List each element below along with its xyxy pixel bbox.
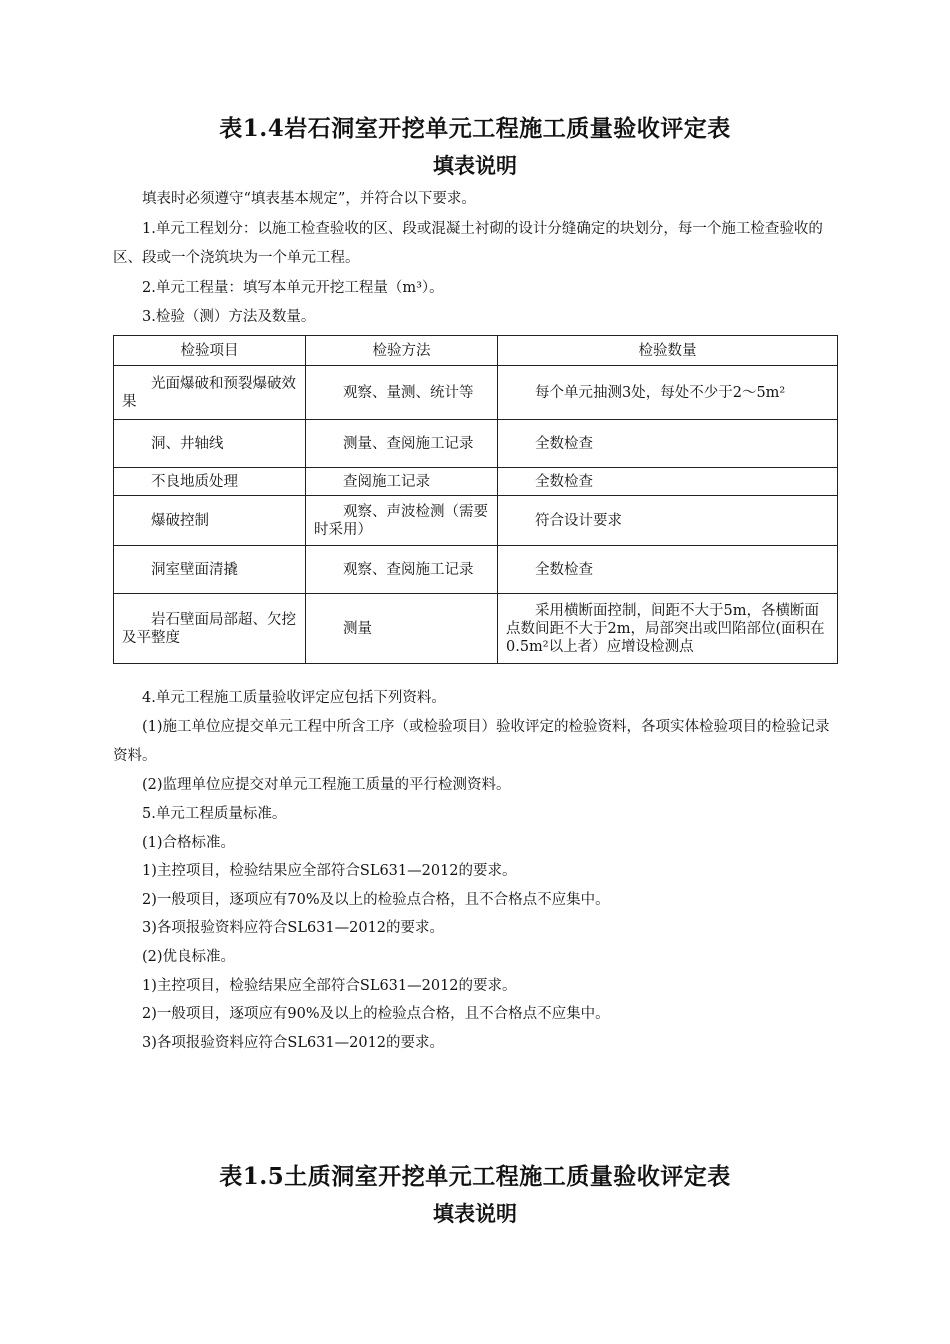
table-cell-item: 光面爆破和预裂爆破效果 — [114, 366, 306, 420]
inspection-table — [113, 335, 838, 664]
table-cell-quantity: 采用横断面控制，间距不大于5m，各横断面点数间距不大于2m，局部突出或凹陷部位(面积在0.5m²以上者）应增设检测点 — [498, 594, 838, 664]
table-header-row — [114, 336, 838, 366]
section1-item5-2-2: 2)一般项目，逐项应有90%及以上的检验点合格，且不合格点不应集中。 — [142, 1006, 610, 1022]
section1-item3: 3.检验（测）方法及数量。 — [142, 309, 316, 325]
section1-item4-2: (2)监理单位应提交对单元工程施工质量的平行检测资料。 — [142, 777, 511, 793]
table-header-cell: 检验方法 — [306, 336, 498, 366]
table-cell-quantity: 全数检查 — [498, 468, 838, 496]
table-cell-method: 观察、量测、统计等 — [306, 366, 498, 420]
table-cell-quantity: 全数检查 — [498, 546, 838, 594]
section1-item5-2: (2)优良标准。 — [142, 949, 236, 965]
section2-subtitle: 填表说明 — [433, 1201, 517, 1226]
table-row — [114, 594, 838, 664]
table-cell-item: 不良地质处理 — [114, 468, 306, 496]
section1-title: 表1.4岩石洞室开挖单元工程施工质量验收评定表 — [219, 115, 731, 142]
table-cell-method: 查阅施工记录 — [306, 468, 498, 496]
section1-item5-1: (1)合格标准。 — [142, 835, 236, 851]
table-cell-method: 观察、声波检测（需要时采用） — [306, 496, 498, 546]
section1-item5-1-2: 2)一般项目，逐项应有70%及以上的检验点合格，且不合格点不应集中。 — [142, 892, 610, 908]
section1-item5: 5.单元工程质量标准。 — [142, 806, 287, 822]
table-cell-item: 爆破控制 — [114, 496, 306, 546]
section1-item1: 1.单元工程划分：以施工检查验收的区、段或混凝土衬砌的设计分缝确定的块划分，每一个施工检查验收的区、段或一个浇筑块为一个单元工程。 — [113, 221, 823, 266]
section1-subtitle: 填表说明 — [433, 153, 517, 178]
table-header-cell: 检验项目 — [114, 336, 306, 366]
table-cell-item: 岩石壁面局部超、欠挖及平整度 — [114, 594, 306, 664]
section1-intro: 填表时必须遵守“填表基本规定”，并符合以下要求。 — [142, 191, 476, 207]
table-cell-method: 测量、查阅施工记录 — [306, 420, 498, 468]
table-cell-quantity: 每个单元抽测3处，每处不少于2～5m² — [498, 366, 838, 420]
section1-item4-1: (1)施工单位应提交单元工程中所含工序（或检验项目）验收评定的检验资料，各项实体检验项目的检验记录资料。 — [113, 719, 830, 764]
table-row — [114, 468, 838, 496]
table-cell-quantity: 全数检查 — [498, 420, 838, 468]
table-cell-item: 洞室壁面清撬 — [114, 546, 306, 594]
section1-item5-1-3: 3)各项报验资料应符合SL631—2012的要求。 — [142, 920, 445, 936]
section1-item5-1-1: 1)主控项目，检验结果应全部符合SL631—2012的要求。 — [142, 863, 517, 879]
table-row — [114, 496, 838, 546]
section1-item5-2-1: 1)主控项目，检验结果应全部符合SL631—2012的要求。 — [142, 978, 517, 994]
table-row — [114, 366, 838, 420]
table-cell-quantity: 符合设计要求 — [498, 496, 838, 546]
table-row — [114, 546, 838, 594]
table-row — [114, 420, 838, 468]
section1-item4: 4.单元工程施工质量验收评定应包括下列资料。 — [142, 690, 446, 706]
section1-item2: 2.单元工程量：填写本单元开挖工程量（m³）。 — [142, 280, 444, 296]
table-cell-item: 洞、井轴线 — [114, 420, 306, 468]
table-cell-method: 测量 — [306, 594, 498, 664]
table-cell-method: 观察、查阅施工记录 — [306, 546, 498, 594]
section1-item5-2-3: 3)各项报验资料应符合SL631—2012的要求。 — [142, 1035, 445, 1051]
table-header-cell: 检验数量 — [498, 336, 838, 366]
section2-title: 表1.5土质洞室开挖单元工程施工质量验收评定表 — [219, 1163, 731, 1190]
